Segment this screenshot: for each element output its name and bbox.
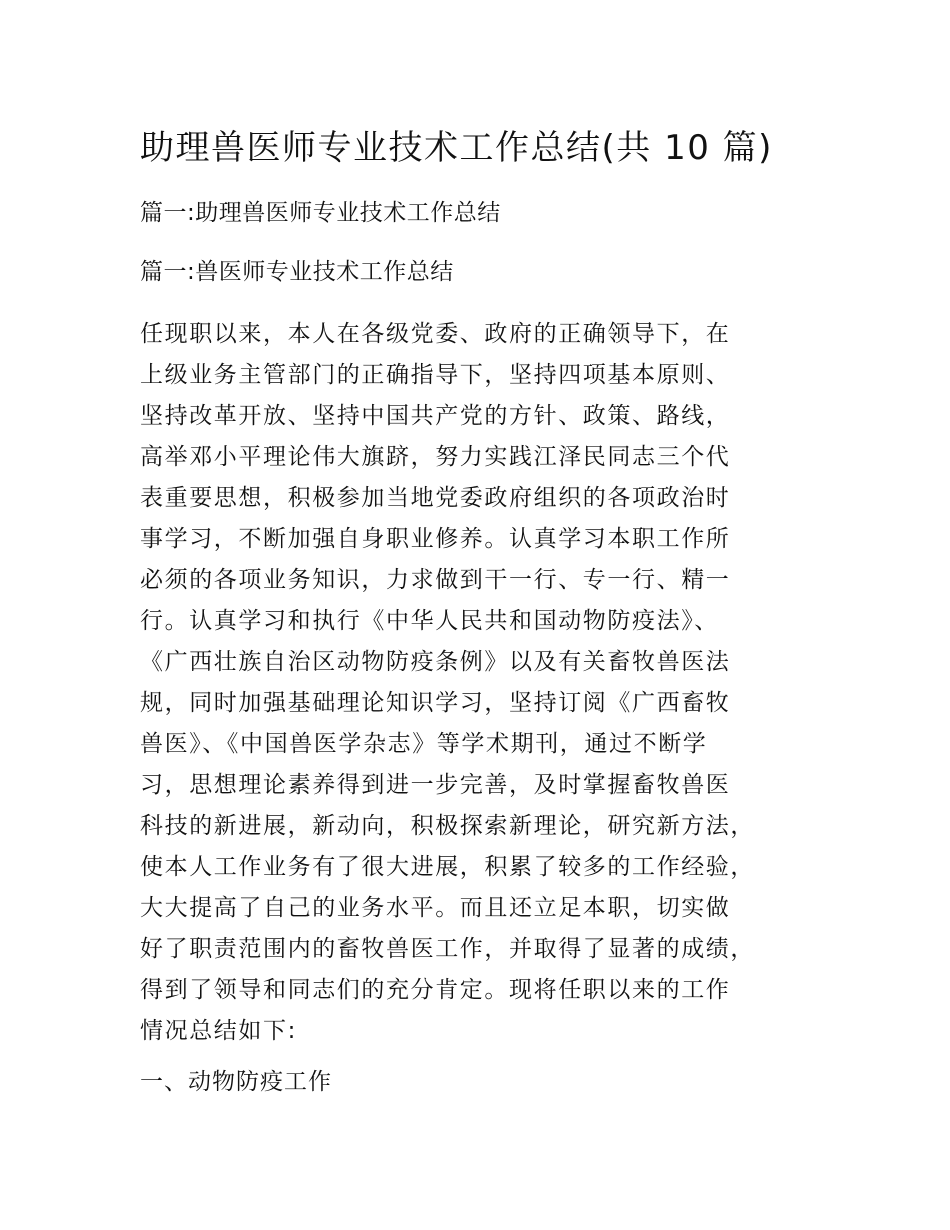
body-line: 事学习，不断加强自身职业修养。认真学习本职工作所	[140, 526, 731, 552]
body-line: 大大提高了自己的业务水平。而且还立足本职，切实做	[140, 895, 731, 921]
body-line: 得到了领导和同志们的充分肯定。现将任职以来的工作	[140, 977, 731, 1003]
body-line: 《广西壮族自治区动物防疫条例》以及有关畜牧兽医法	[140, 649, 731, 675]
body-paragraph	[140, 314, 800, 1052]
body-line: 科技的新进展，新动向，积极探索新理论，研究新方法，	[140, 813, 755, 839]
body-line: 上级业务主管部门的正确指导下，坚持四项基本原则、	[140, 362, 731, 388]
document-title: 助理兽医师专业技术工作总结(共 10 篇)	[140, 128, 773, 168]
body-line: 兽医》、《中国兽医学杂志》等学术期刊，通过不断学	[140, 731, 708, 757]
body-line: 使本人工作业务有了很大进展，积累了较多的工作经验，	[140, 854, 755, 880]
body-line: 习，思想理论素养得到进一步完善，及时掌握畜牧兽医	[140, 772, 731, 798]
body-line: 坚持改革开放、坚持中国共产党的方针、政策、路线，	[140, 403, 731, 429]
section-heading-animal-epidemic-prevention: 一、动物防疫工作	[140, 1069, 332, 1095]
body-line: 高举邓小平理论伟大旗跻，努力实践江泽民同志三个代	[140, 444, 731, 470]
body-line: 任现职以来，本人在各级党委、政府的正确领导下，在	[140, 321, 731, 347]
subtitle-part-one: 篇一:助理兽医师专业技术工作总结	[140, 200, 501, 226]
subtitle-part-one-alt: 篇一:兽医师专业技术工作总结	[140, 259, 454, 285]
body-line: 情况总结如下:	[140, 1018, 297, 1044]
body-line: 必须的各项业务知识，力求做到干一行、专一行、精一	[140, 567, 731, 593]
body-line: 行。认真学习和执行《中华人民共和国动物防疫法》、	[140, 608, 719, 634]
body-line: 好了职责范围内的畜牧兽医工作，并取得了显著的成绩，	[140, 936, 755, 962]
body-line: 表重要思想，积极参加当地党委政府组织的各项政治时	[140, 485, 731, 511]
body-line: 规，同时加强基础理论知识学习，坚持订阅《广西畜牧	[140, 690, 731, 716]
